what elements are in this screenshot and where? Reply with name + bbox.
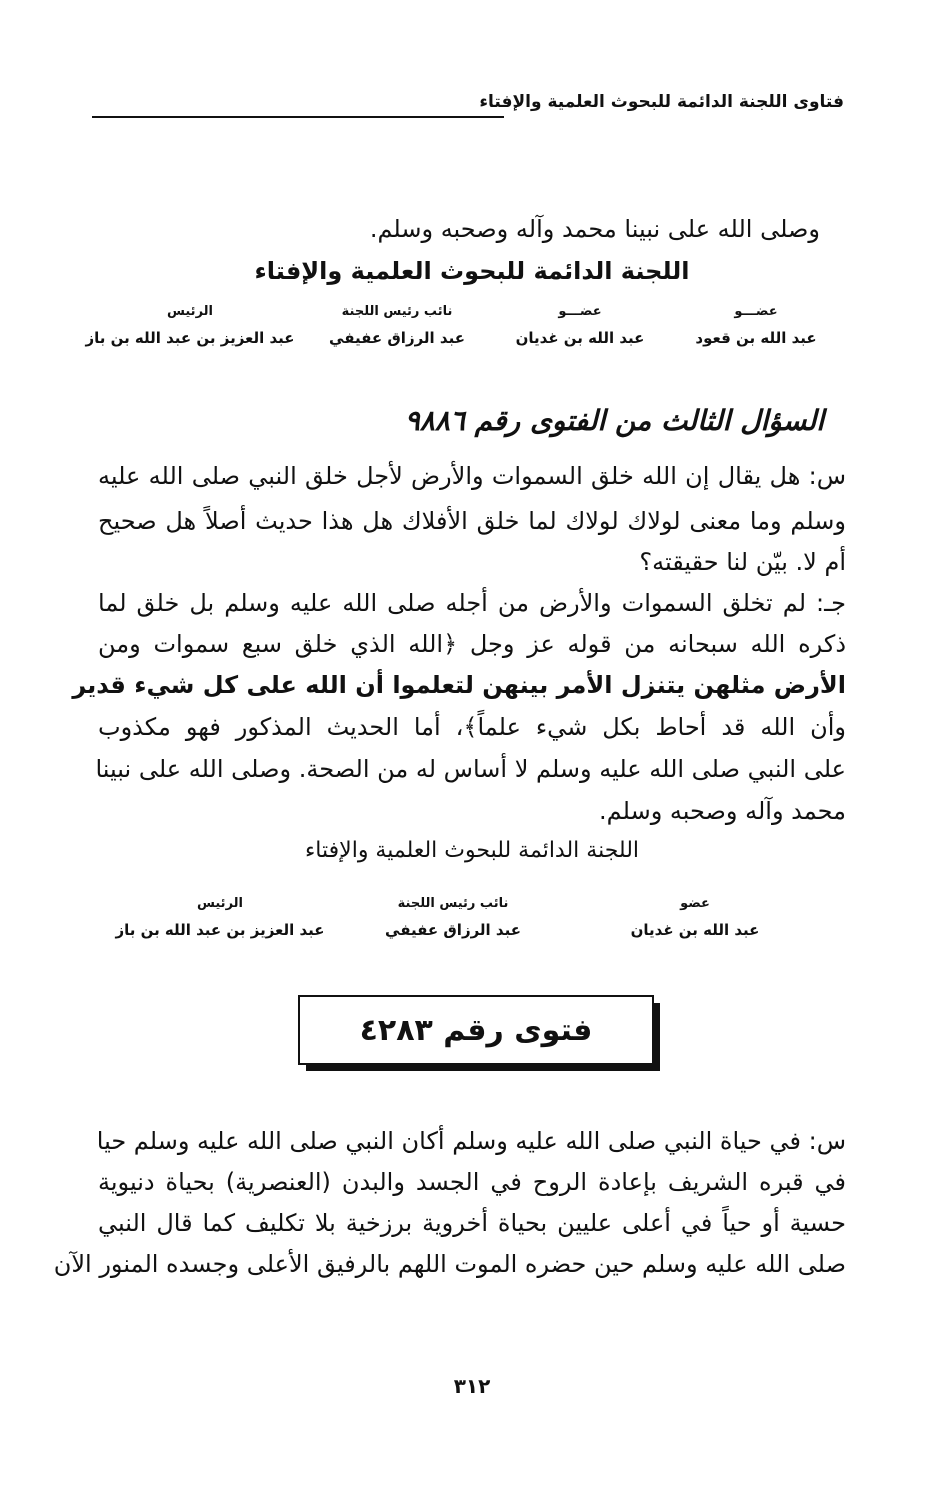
page-number: ٣١٢ [453,1374,491,1398]
question-line: وسلم وما معنى لولاك لولاك لما خلق الأفلاك هل هذا حديث أصلاً هل صحيح [98,507,846,535]
header-rule [92,116,504,118]
signature-name: عبد العزيز بن عبد الله بن باز [85,329,295,347]
signature-role: الرئيس [167,304,213,319]
question-line: أم لا. بيّن لنا حقيقته؟ [639,548,846,576]
running-header [92,92,844,122]
answer-line-verse: الأرض مثلهن يتنزل الأمر بينهن لتعلموا أن الله على كل شيء قدير [72,671,846,699]
signature-name: عبد العزيز بن عبد الله بن باز [115,921,325,939]
signature-name: عبد الرزاق عفيفي [329,329,465,347]
signature-name: عبد الرزاق عفيفي [385,921,521,939]
question-line: حسية أو حياً في أعلى عليين بحياة أخروية برزخية بلا تكليف كما قال النبي [98,1209,846,1237]
question-line: س: هل يقال إن الله خلق السموات والأرض لأجل خلق النبي صلى الله عليه [98,462,846,490]
signature-member-2 [516,304,645,347]
signature-chairman [115,896,324,939]
signature-role: الرئيس [197,896,243,911]
question-line: س: في حياة النبي صلى الله عليه وسلم أكان النبي صلى الله عليه وسلم حيا [96,1127,846,1155]
question-title: السؤال الثالث من الفتوى رقم ٩٨٨٦ [404,404,824,437]
fatwa-number-title: فتوى رقم ٤٢٨٣ [359,1012,593,1048]
signature-role: عضو [680,896,710,911]
signature-name: عبد الله بن قعود [695,329,817,347]
signature-member [631,896,760,939]
signature-member-1 [695,304,816,347]
signature-role: عضـــو [558,304,602,319]
question-line: صلى الله عليه وسلم حين حضره الموت اللهم بالرفيق الأعلى وجسده المنور الآن [53,1250,846,1278]
answer-line: على النبي صلى الله عليه وسلم لا أساس له من الصحة. وصلى الله على نبينا [95,755,846,783]
question-line: في قبره الشريف بإعادة الروح في الجسد والبدن (العنصرية) بحياة دنيوية [98,1168,846,1196]
signature-name: عبد الله بن غديان [630,921,760,939]
committee-heading: اللجنة الدائمة للبحوث العلمية والإفتاء [254,257,690,285]
signature-vice-chairman [329,304,465,347]
signature-role: عضـــو [734,304,778,319]
fatwa-number-box [298,995,654,1065]
answer-line: ذكره الله سبحانه من قوله عز وجل ﴿الله الذي خلق سبع سموات ومن [98,630,846,658]
signature-role: نائب رئيس اللجنة [341,304,453,319]
signature-chairman [85,304,294,347]
signature-name: عبد الله بن غديان [515,329,645,347]
committee-heading: اللجنة الدائمة للبحوث العلمية والإفتاء [304,838,640,863]
signature-role: نائب رئيس اللجنة [397,896,509,911]
answer-line: محمد وآله وصحبه وسلم. [599,797,846,825]
running-header-title: فتاوى اللجنة الدائمة للبحوث العلمية والإفتاء [479,92,844,112]
answer-line: جـ: لم تخلق السموات والأرض من أجله صلى الله عليه وسلم بل خلق لما [98,589,846,617]
closing-line: وصلى الله على نبينا محمد وآله وصحبه وسلم. [369,215,820,243]
answer-line: وأن الله قد أحاط بكل شيء علماً﴾، أما الحديث المذكور فهو مكذوب [98,713,846,741]
signature-vice-chairman [385,896,521,939]
